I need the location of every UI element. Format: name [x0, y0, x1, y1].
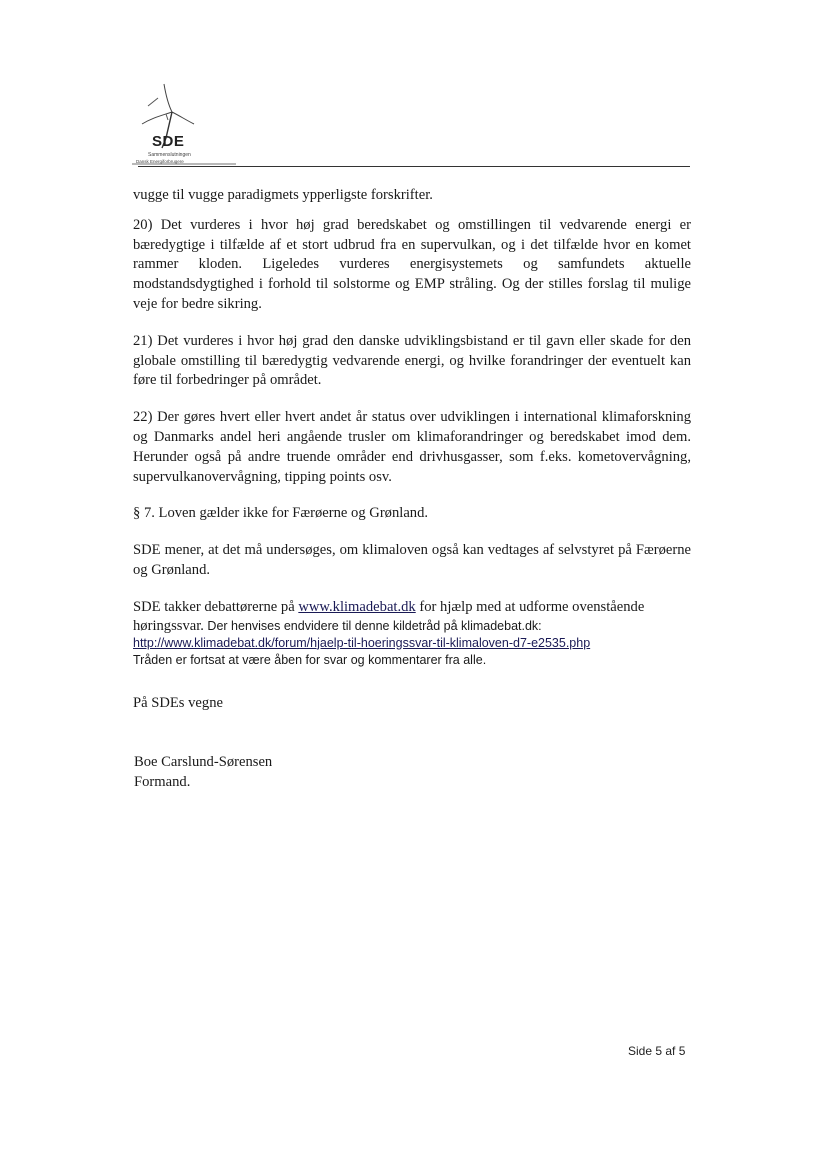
- signature-block: [134, 752, 272, 792]
- header-divider: [138, 166, 690, 167]
- reference-block: [133, 618, 691, 669]
- section-7-paragraph: § 7. Loven gælder ikke for Færøerne og Grønland.: [133, 505, 429, 522]
- logo-subtitle-2: Dansk Energiforbrugere: [136, 159, 184, 164]
- refer-text: Der henvises endvidere til denne kildetråd på klimadebat.dk:: [203, 618, 542, 633]
- hearing-word: høringssvar.: [133, 617, 204, 634]
- thread-note: Tråden er fortsat at være åben for svar og kommentarer fra alle.: [133, 652, 487, 667]
- lead-paragraph: vugge til vugge paradigmets ypperligste forskrifter.: [133, 187, 433, 203]
- klimadebat-link[interactable]: www.klimadebat.dk: [298, 598, 416, 615]
- thanks-paragraph: [133, 598, 691, 618]
- signatory-title: Formand.: [134, 774, 191, 790]
- sde-logo: [128, 78, 238, 170]
- signatory-name: Boe Carslund-Sørensen: [134, 754, 273, 770]
- thanks-text-2: for hjælp med at udforme ovenstående: [415, 598, 645, 615]
- paragraph-20: 20) Det vurderes i hvor høj grad beredskabet og omstillingen til vedvarende energi er bæredygtige i tilfælde af et stort udbrud fra en supervulkan, og i det tilfælde hvor en komet rammer kloden. Ligeledes vurderes energisystemets og samfundets aktuelle modstandsdygtighed i forhold til solstorme og EMP stråling. Og der stilles forslag til mulige veje for bedre sikring.: [133, 216, 691, 312]
- paragraph-22: 22) Der gøres hvert eller hvert andet år status over udviklingen i international klimaforskning og Danmarks andel heri angående trusler om klimaforandringer og beredskabet imod dem. Herunder også på andre truende områder end drivhusgasser, som f.eks. kometovervågning, supervulkanovervågning, tipping points osv.: [133, 409, 691, 485]
- page-number: Side 5 af 5: [628, 1044, 686, 1058]
- logo-name: SDE: [152, 133, 185, 150]
- opinion-paragraph: SDE mener, at det må undersøges, om klimaloven også kan vedtages af selvstyret på Færøerne og Grønland.: [133, 542, 691, 578]
- thanks-text: SDE takker debattørerne på: [133, 598, 299, 615]
- thread-url-link[interactable]: http://www.klimadebat.dk/forum/hjaelp-til-hoeringssvar-til-klimaloven-d7-e2535.php: [133, 635, 591, 650]
- paragraph-21: 21) Det vurderes i hvor høj grad den danske udviklingsbistand er til gavn eller skade for den globale omstilling til bæredygtig vedvarende energi, og hvilke forandringer der eventuelt kan føre til forbedringer på området.: [133, 332, 691, 389]
- letter-body: [133, 186, 691, 713]
- on-behalf-text: På SDEs vegne: [133, 694, 223, 711]
- logo-subtitle: Sammenslutningen: [148, 152, 191, 158]
